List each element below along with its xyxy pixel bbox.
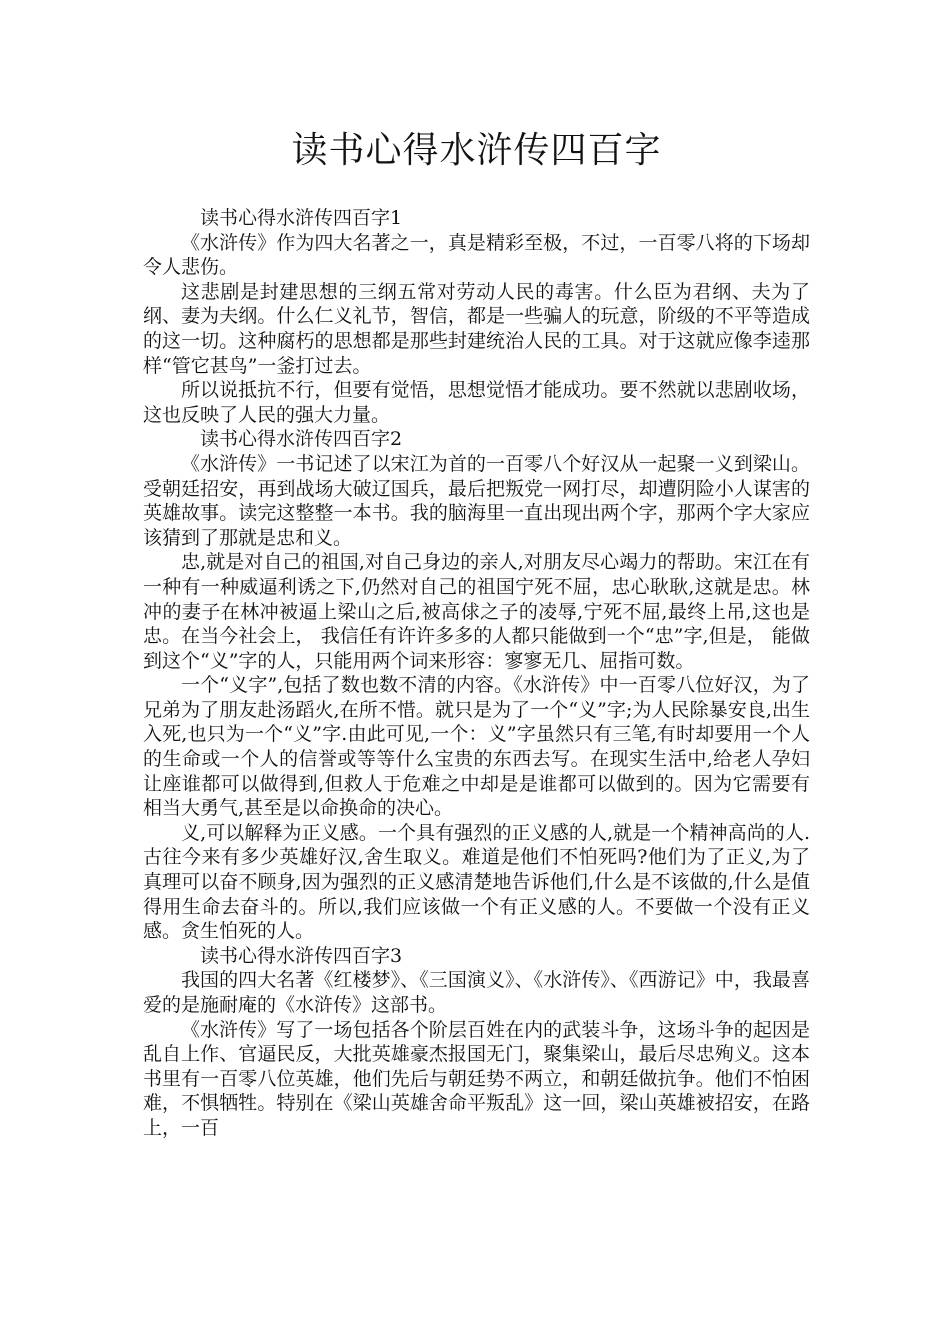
body-paragraph: 所以说抵抗不行，但要有觉悟，思想觉悟才能成功。要不然就以悲剧收场，这也反映了人民的强大力量。 <box>143 379 810 426</box>
body-paragraph: 忠,就是对自己的祖国,对自己身边的亲人,对朋友尽心竭力的帮助。宋江在有一种有一种威逼利诱之下,仍然对自己的祖国宁死不屈，忠心耿耿,这就是忠。林冲的妻子在林冲被逼上梁山之后,被高俅之子的凌辱,宁死不屈,最终上吊,这也是忠。在当今社会上， 我信任有许许多多的人都只能做到一个“忠”字,但是， 能做到这个“义”字的人，只能用两个词来形容：寥寥无几、屈指可数。 <box>143 551 810 672</box>
section-heading: 读书心得水浒传四百字3 <box>200 944 403 967</box>
body-paragraph: 《水浒传》写了一场包括各个阶层百姓在内的武装斗争，这场斗争的起因是乱自上作、官逼民反，大批英雄豪杰报国无门，聚集梁山，最后尽忠殉义。这本书里有一百零八位英雄，他们先后与朝廷势不两立，和朝廷做抗争。他们不怕困难，不惧牺牲。特别在《梁山英雄舍命平叛乱》这一回，梁山英雄被招安，在路上，一百 <box>143 1018 810 1139</box>
document-title: 读书心得水浒传四百字 <box>291 130 662 171</box>
body-paragraph: 我国的四大名著《红楼梦》、《三国演义》、《水浒传》、《西游记》中，我最喜爱的是施耐庵的《水浒传》这部书。 <box>143 969 810 1016</box>
body-paragraph: 一个“义字”,包括了数也数不清的内容。《水浒传》中一百零八位好汉，为了兄弟为了朋友赴汤蹈火,在所不惜。就只是为了一个“义”字;为人民除暴安良,出生入死,也只为一个“义”字.由此可见,一个：义”字虽然只有三笔,有时却要用一个人的生命或一个人的信誉或等等什么宝贵的东西去写。在现实生活中,给老人孕妇让座谁都可以做得到,但救人于危难之中却是是谁都可以做到的。因为它需要有相当大勇气,甚至是以命换命的决心。 <box>143 674 810 820</box>
body-paragraph: 《水浒传》作为四大名著之一，真是精彩至极，不过，一百零八将的下场却令人悲伤。 <box>143 231 810 279</box>
document-body <box>143 206 810 1141</box>
body-paragraph: 义,可以解释为正义感。一个具有强烈的正义感的人,就是一个精神高尚的人.古往今来有多少英雄好汉,舍生取义。难道是他们不怕死吗?他们为了正义,为了真理可以奋不顾身,因为强烈的正义感清楚地告诉他们,什么是不该做的,什么是值得用生命去奋斗的。所以,我们应该做一个有正义感的人。不要做一个没有正义感。贪生怕死的人。 <box>143 821 810 943</box>
section-heading: 读书心得水浒传四百字2 <box>200 428 403 451</box>
body-paragraph: 《水浒传》一书记述了以宋江为首的一百零八个好汉从一起聚一义到梁山。受朝廷招安，再到战场大破辽国兵，最后把叛党一网打尽，却遭阴险小人谋害的英雄故事。读完这整整一本书。我的脑海里一直出现出两个字，那两个字大家应该猜到了那就是忠和义。 <box>143 452 810 549</box>
body-paragraph: 这悲剧是封建思想的三纲五常对劳动人民的毒害。什么臣为君纲、夫为了纲、妻为夫纲。什么仁义礼节，智信，都是一些骗人的玩意，阶级的不平等造成的这一切。这种腐朽的思想都是那些封建统治人民的工具。对于这就应像李逵那样“管它甚鸟”一釜打过去。 <box>143 280 810 377</box>
section-heading: 读书心得水浒传四百字1 <box>200 207 403 229</box>
